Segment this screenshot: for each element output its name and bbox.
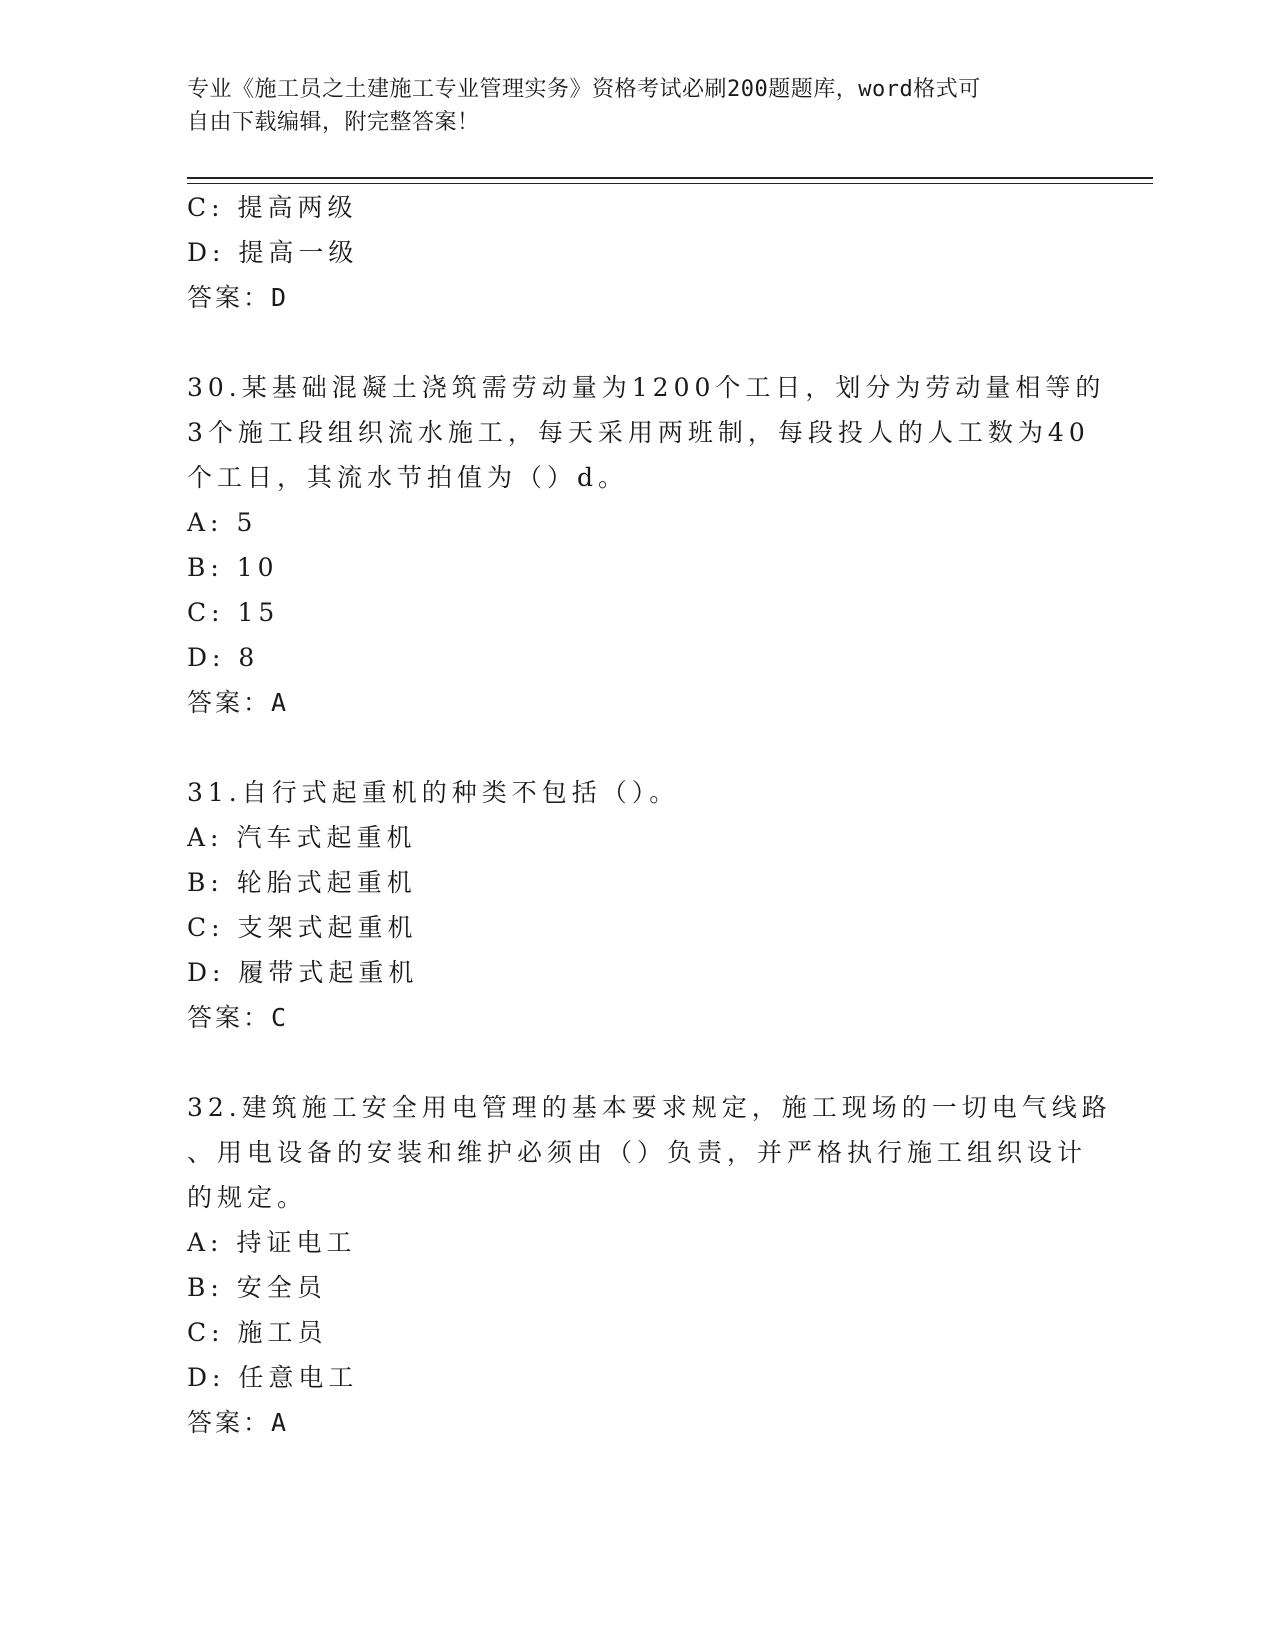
question-31-option-a: A: 汽车式起重机 xyxy=(187,823,417,852)
question-32-answer: 答案：A xyxy=(187,1408,290,1437)
question-30-text-line-3: 个工日，其流水节拍值为（）d。 xyxy=(187,463,629,492)
header-divider-thin xyxy=(187,183,1153,184)
question-30-option-b: B: 10 xyxy=(187,553,279,582)
question-30-option-d: D: 8 xyxy=(187,643,260,672)
question-30-text-line-2: 3个施工段组织流水施工，每天采用两班制，每段投人的人工数为40 xyxy=(187,418,1090,447)
header-divider-thick xyxy=(187,177,1153,179)
question-30-option-a: A: 5 xyxy=(187,508,258,537)
option-d: D: 提高一级 xyxy=(187,238,359,267)
header-line-1: 专业《施工员之土建施工专业管理实务》资格考试必刷200题题库，word格式可 xyxy=(187,77,981,102)
question-31-option-d: D: 履带式起重机 xyxy=(187,958,419,987)
question-30-option-c: C: 15 xyxy=(187,598,280,627)
question-32-option-a: A: 持证电工 xyxy=(187,1228,357,1257)
question-32-text-line-2: 、用电设备的安装和维护必须由（）负责，并严格执行施工组织设计 xyxy=(187,1138,1088,1167)
question-32-text-line-3: 的规定。 xyxy=(187,1183,308,1212)
question-31-option-c: C: 支架式起重机 xyxy=(187,913,418,942)
question-31-answer: 答案：C xyxy=(187,1003,290,1032)
question-30-text-line-1: 30.某基础混凝土浇筑需劳动量为1200个工日，划分为劳动量相等的 xyxy=(187,373,1106,402)
question-32-option-c: C: 施工员 xyxy=(187,1318,328,1347)
option-c: C: 提高两级 xyxy=(187,193,358,222)
question-32-option-b: B: 安全员 xyxy=(187,1273,327,1302)
header-line-2: 自由下载编辑，附完整答案！ xyxy=(187,110,480,135)
question-31-text-line-1: 31.自行式起重机的种类不包括（）。 xyxy=(187,778,680,807)
question-31-option-b: B: 轮胎式起重机 xyxy=(187,868,417,897)
answer-line: 答案：D xyxy=(187,283,290,312)
question-32-text-line-1: 32.建筑施工安全用电管理的基本要求规定，施工现场的一切电气线路 xyxy=(187,1093,1112,1122)
question-30-answer: 答案：A xyxy=(187,688,290,717)
document-header xyxy=(187,73,1067,139)
question-32-option-d: D: 任意电工 xyxy=(187,1363,359,1392)
